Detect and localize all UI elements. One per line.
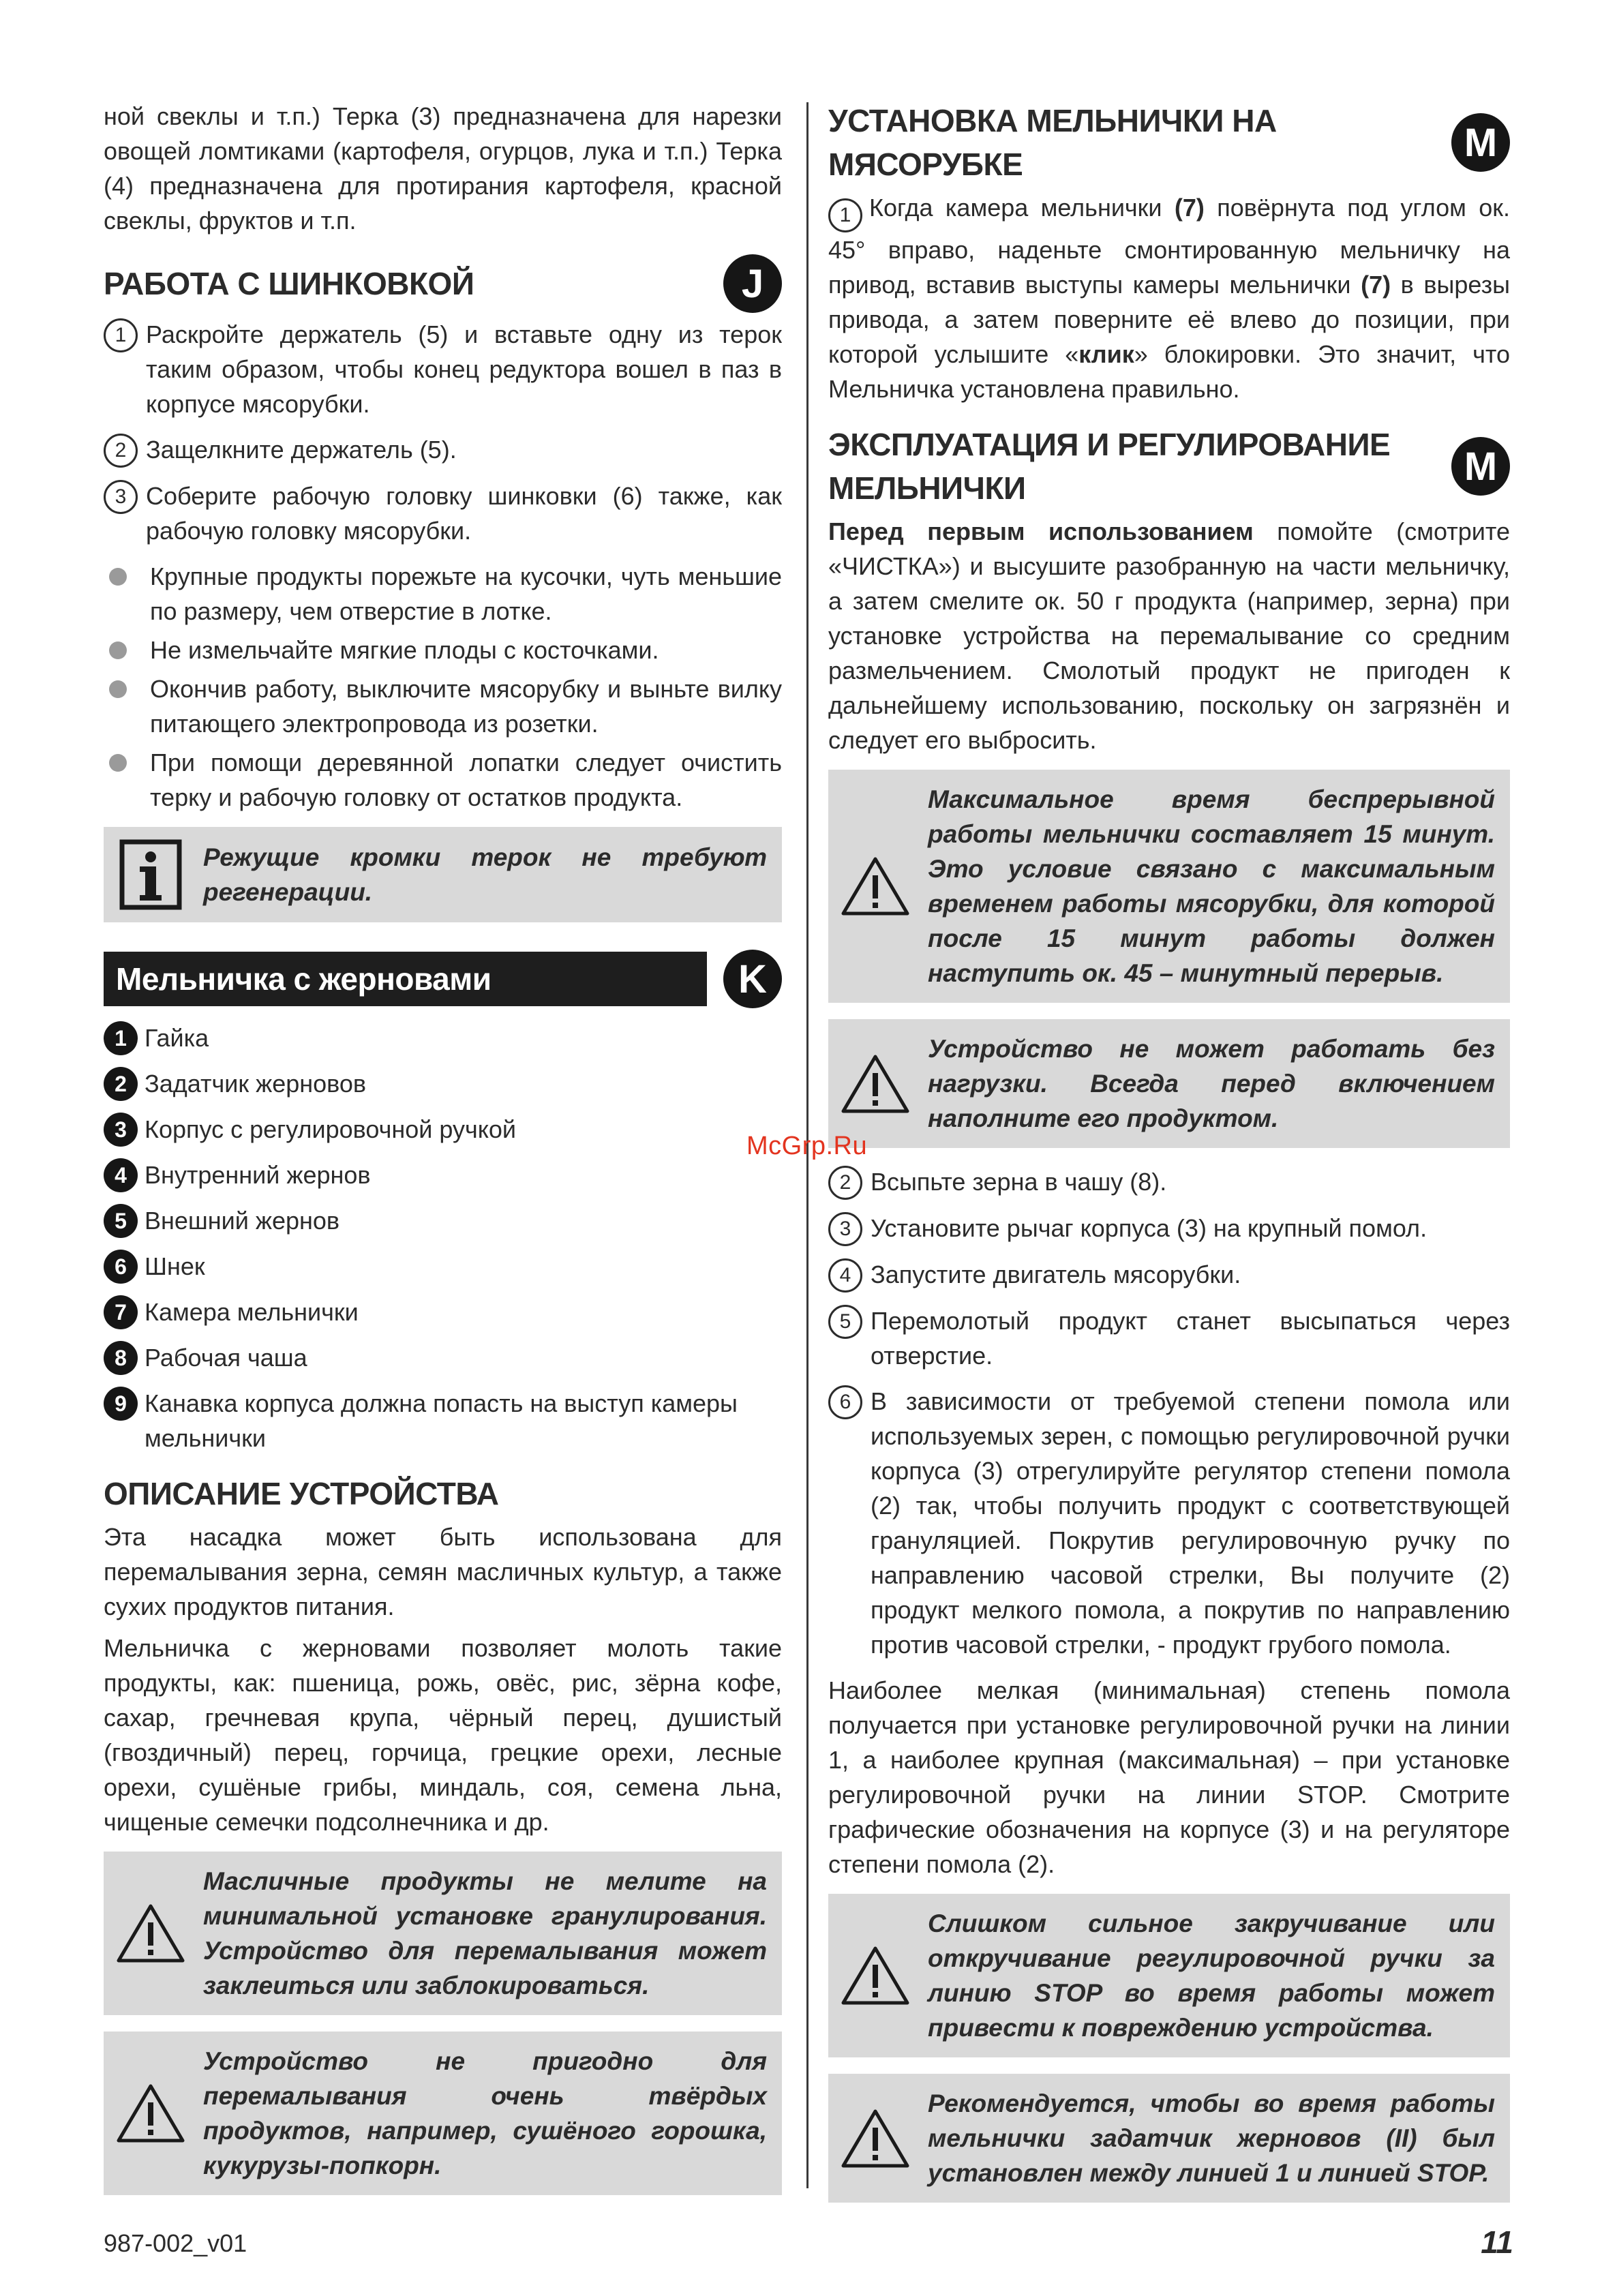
warning-icon	[838, 855, 913, 918]
description-paragraph-2: Мельничка с жерновами позволяет молоть такие продукты, как: пшеница, рожь, овёс, рис, зёрна кофе, сахар, гречневая крупа, чёрный перец, душистый (гвоздичный) перец, горчица, грецкие орехи, лесные орехи, сушёные грибы, миндаль, соя, семена льна, чищеные семечки подсолнечника и др.	[104, 1634, 782, 1836]
part-number: 6	[104, 1250, 138, 1284]
list-item	[104, 1066, 782, 1101]
page-number: 11	[1481, 2224, 1513, 2260]
part-text: Камера мельнички	[145, 1298, 359, 1326]
grind-level-paragraph: Наиболее мелкая (минимальная) степень помола получается при установке регулировочной ручки на линии 1, а наиболее крупная (максимальная) – при установке регулировочной ручки на линии STOP. Смотрите графические обозначения на корпусе (3) и на регуляторе степени помола (2).	[828, 1676, 1510, 1878]
operation-step-6	[828, 1384, 1510, 1662]
bullet-text: Крупные продукты порежьте на кусочки, чуть меньшие по размеру, чем отверстие в лотке.	[150, 562, 782, 625]
step-text: Защелкните держатель (5).	[146, 436, 457, 464]
section-title-bar: Мельничка с жерновами	[104, 952, 707, 1006]
warning-icon	[838, 1944, 913, 2007]
warning-note	[828, 2074, 1510, 2203]
warning-note	[828, 1019, 1510, 1148]
note-text: Режущие кромки терок не требуют регенерации.	[203, 843, 767, 906]
intro-paragraph: ной свеклы и т.п.) Терка (3) предназначена для нарезки овощей ломтиками (картофеля, огурцов, лука и т.п.) Терка (4) предназначена для протирания картофеля, красной свеклы, фруктов и т.п.	[104, 102, 782, 235]
part-number: 3	[104, 1113, 138, 1147]
step-number: 2	[104, 434, 138, 468]
step-text: » блокировки. Это значит, что Мельничка установлена правильно.	[828, 340, 1510, 403]
info-note	[104, 827, 782, 922]
part-number: 1	[104, 1021, 138, 1055]
bullet-item	[104, 671, 782, 741]
bullet-text: Не измельчайте мягкие плоды с косточками.	[150, 636, 659, 664]
section-title: РАБОТА С ШИНКОВКОЙ	[104, 266, 474, 301]
part-number: 7	[104, 1295, 138, 1329]
step-text: Соберите рабочую головку шинковки (6) также, как рабочую головку мясорубки.	[146, 482, 782, 545]
parts-list	[104, 1021, 782, 1455]
shred-step-1	[104, 317, 782, 421]
install-step-1	[828, 190, 1510, 406]
operation-step-2	[828, 1164, 1510, 1200]
lead-bold: Перед первым использованием	[828, 517, 1254, 545]
step-text: В зависимости от требуемой степени помола или используемых зерен, с помощью регулировочной ручки корпуса (3) отрегулируйте регулятор степени помола (2) так, чтобы получить продукт с соответствующей грануляцией. Покрутив регулировочную ручку по направлению часовой стрелки, Вы получите (2) продукт мелкого помола, а покрутив по направлению против часовой стрелки, - продукт грубого помола.	[871, 1387, 1510, 1659]
bullet-item	[104, 559, 782, 629]
section-badge-k: K	[723, 950, 782, 1008]
part-text: Внутренний жернов	[145, 1161, 371, 1189]
list-item	[104, 1386, 782, 1455]
warning-icon	[838, 2107, 913, 2170]
operation-step-5	[828, 1303, 1510, 1373]
operation-step-4	[828, 1257, 1510, 1293]
step-number: 5	[828, 1305, 862, 1339]
step-number: 3	[104, 480, 138, 514]
warning-icon	[838, 1053, 913, 1115]
section-header-operation	[828, 423, 1510, 510]
note-text: Слишком сильное закручивание или откручивание регулировочной ручки за линию STOP во время работы может привести к повреждению устройства.	[928, 1909, 1495, 2042]
part-text: Задатчик жерновов	[145, 1070, 367, 1098]
operation-step-3	[828, 1211, 1510, 1246]
bullet-text: При помощи деревянной лопатки следует очистить терку и рабочую головку от остатков продукта.	[150, 749, 782, 811]
section-title: ОПИСАНИЕ УСТРОЙСТВА	[104, 1476, 499, 1511]
step-text: Раскройте держатель (5) и вставьте одну из терок таким образом, чтобы конец редуктора вошел в паз в корпусе мясорубки.	[146, 320, 782, 418]
list-item	[104, 1295, 782, 1329]
bullet-dot-icon	[109, 568, 127, 586]
bullet-item	[104, 745, 782, 815]
emphasis: клик	[1078, 340, 1134, 368]
step-number: 4	[828, 1258, 862, 1293]
list-item	[104, 1112, 782, 1147]
shred-step-2	[104, 432, 782, 468]
step-text: Когда камера мельнички	[869, 194, 1162, 222]
section-badge-m: M	[1451, 113, 1510, 172]
warning-note	[828, 770, 1510, 1003]
section-header-description	[104, 1472, 782, 1515]
part-text: Рабочая чаша	[145, 1344, 307, 1372]
section-header-shredder	[104, 254, 782, 313]
step-text: в вырезы привода, а затем поверните её влево до позиции, при которой услышите «	[828, 271, 1510, 368]
section-badge-m: M	[1451, 437, 1510, 496]
section-header-mill	[104, 950, 782, 1008]
bullet-item	[104, 633, 782, 667]
part-text: Шнек	[145, 1252, 205, 1280]
step-text: Установите рычаг корпуса (3) на крупный помол.	[871, 1214, 1427, 1242]
step-number: 1	[104, 318, 138, 352]
section-header-install	[828, 99, 1510, 186]
part-text: Гайка	[145, 1024, 209, 1052]
note-text: Максимальное время беспрерывной работы мельнички составляет 15 минут. Это условие связано с максимальным временем работы мясорубки, для которой после 15 минут работы должен наступить ок. 45 – минутный перерыв.	[928, 785, 1495, 987]
part-number: 2	[104, 1067, 138, 1101]
left-column	[104, 99, 782, 2211]
info-icon	[113, 839, 188, 910]
list-item	[104, 1158, 782, 1192]
list-item	[104, 1340, 782, 1375]
note-text: Устройство не может работать без нагрузки. Всегда перед включением наполните его продуктом.	[928, 1035, 1495, 1132]
bullet-dot-icon	[109, 641, 127, 659]
description-paragraph-1: Эта насадка может быть использована для перемалывания зерна, семян масличных культур, а также сухих продуктов питания.	[104, 1523, 782, 1620]
part-number: 9	[104, 1387, 138, 1421]
bullet-text: Окончив работу, выключите мясорубку и выньте вилку питающего электропровода из розетки.	[150, 675, 782, 738]
step-number: 6	[828, 1385, 862, 1419]
reference: (7)	[1174, 194, 1205, 222]
note-text: Устройство не пригодно для перемалывания очень твёрдых продуктов, например, сушёного горошка, кукурузы-попкорн.	[203, 2047, 767, 2179]
bullet-dot-icon	[109, 680, 127, 698]
step-number: 2	[828, 1166, 862, 1200]
part-text: Внешний жернов	[145, 1207, 340, 1235]
warning-icon	[113, 1902, 188, 1965]
part-number: 4	[104, 1158, 138, 1192]
step-text: Всыпьте зерна в чашу (8).	[871, 1168, 1167, 1196]
note-text: Масличные продукты не мелите на минимальной установке гранулирования. Устройство для перемалывания может заклеиться или заблокироваться.	[203, 1867, 767, 1999]
list-item	[104, 1249, 782, 1284]
part-number: 8	[104, 1341, 138, 1375]
document-code: 987-002_v01	[104, 2229, 247, 2257]
lead-text: помойте (смотрите «ЧИСТКА») и высушите разобранную на части мельничку, а затем смелите ок. 50 г продукта (например, зерна) при установке устройства на перемалывание со средним размельчением. Смолотый продукт не пригоден к дальнейшему использованию, поскольку он загрязнён и следует его выбросить.	[828, 517, 1510, 754]
watermark: McGrp.Ru	[746, 1132, 868, 1160]
step-text: Запустите двигатель мясорубки.	[871, 1260, 1241, 1288]
note-text: Рекомендуется, чтобы во время работы мельнички задатчик жерновов (II) был установлен между линией 1 и линией STOP.	[928, 2089, 1495, 2187]
part-text: Корпус с регулировочной ручкой	[145, 1115, 517, 1143]
operation-lead-paragraph	[828, 514, 1510, 757]
shred-step-3	[104, 479, 782, 548]
warning-icon	[113, 2082, 188, 2145]
part-number: 5	[104, 1204, 138, 1238]
list-item	[104, 1203, 782, 1238]
part-text: Канавка корпуса должна попасть на выступ камеры мельнички	[145, 1389, 738, 1452]
step-text: повёрнута под углом ок. 45° вправо, наденьте смонтированную мельничку на привод, вставив выступы камеры мельнички	[828, 194, 1510, 299]
list-item	[104, 1021, 782, 1055]
bullet-dot-icon	[109, 754, 127, 772]
step-number: 1	[828, 198, 862, 232]
section-title: ЭКСПЛУАТАЦИЯ И РЕГУЛИРОВАНИЕ МЕЛЬНИЧКИ	[828, 427, 1391, 506]
step-text: Перемолотый продукт станет высыпаться через отверстие.	[871, 1307, 1510, 1370]
section-badge-j: J	[723, 254, 782, 313]
warning-note	[104, 1852, 782, 2015]
section-title: УСТАНОВКА МЕЛЬНИЧКИ НА МЯСОРУБКЕ	[828, 103, 1277, 182]
warning-note	[828, 1894, 1510, 2057]
step-number: 3	[828, 1212, 862, 1246]
reference: (7)	[1361, 271, 1391, 299]
warning-note	[104, 2031, 782, 2195]
right-column	[828, 99, 1510, 2219]
